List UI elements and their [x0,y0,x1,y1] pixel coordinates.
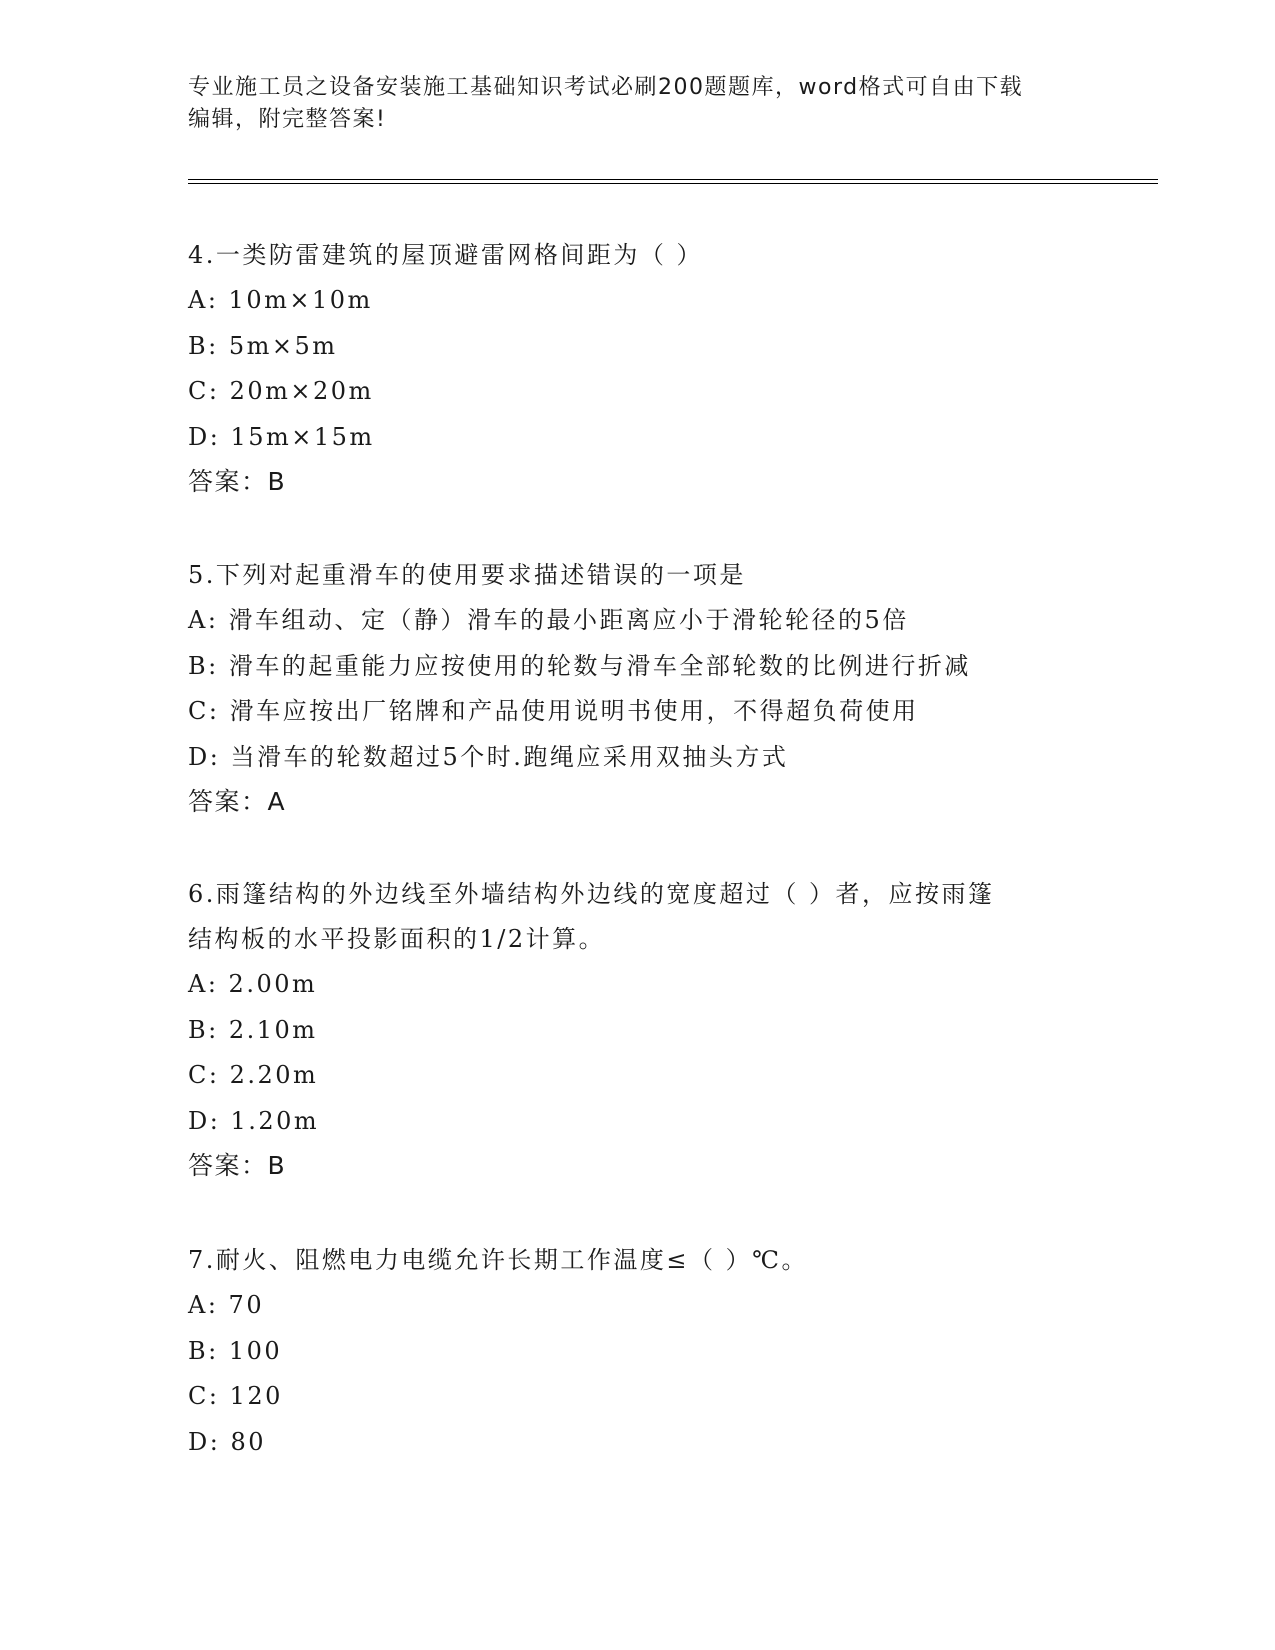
option-a: A: 2.00m [188,970,318,998]
option-c: C: 2.20m [188,1061,319,1089]
header-line-1: 专业施工员之设备安装施工基础知识考试必刷200题题库，word格式可自由下载 [188,75,1024,100]
option-c: C: 滑车应按出厂铭牌和产品使用说明书使用，不得超负荷使用 [188,697,919,725]
question-stem: 5.下列对起重滑车的使用要求描述错误的一项是 [188,561,746,589]
header-line-2: 编辑，附完整答案! [188,107,387,132]
option-c: C: 120 [188,1382,283,1410]
question-stem-line-1: 6.雨篷结构的外边线至外墙结构外边线的宽度超过（ ）者，应按雨篷 [188,880,995,908]
answer: 答案：A [188,787,287,816]
option-b: B: 2.10m [188,1015,318,1044]
question-7 [188,1238,1088,1465]
question-stem-line-2: 结构板的水平投影面积的1/2计算。 [188,925,606,953]
question-stem: 7.耐火、阻燃电力电缆允许长期工作温度≤（ ）℃。 [188,1246,808,1274]
question-5 [188,553,1088,824]
option-b: B: 滑车的起重能力应按使用的轮数与滑车全部轮数的比例进行折减 [188,651,971,680]
option-b: B: 5m×5m [188,331,338,360]
question-stem: 4.一类防雷建筑的屋顶避雷网格间距为（ ） [188,241,704,269]
document-header [188,72,1088,136]
answer: 答案：B [188,1151,287,1180]
option-d: D: 当滑车的轮数超过5个时.跑绳应采用双抽头方式 [188,742,789,771]
question-6 [188,872,1088,1188]
option-d: D: 80 [188,1427,266,1456]
option-a: A: 滑车组动、定（静）滑车的最小距离应小于滑轮轮径的5倍 [188,606,909,634]
question-4 [188,233,1088,504]
option-d: D: 1.20m [188,1106,320,1135]
option-c: C: 20m×20m [188,377,374,405]
option-b: B: 100 [188,1336,283,1365]
header-divider-bottom [188,183,1158,184]
header-divider-top [188,179,1158,180]
answer: 答案：B [188,467,287,496]
option-a: A: 70 [188,1291,265,1319]
option-a: A: 10m×10m [188,286,373,314]
option-d: D: 15m×15m [188,422,375,451]
